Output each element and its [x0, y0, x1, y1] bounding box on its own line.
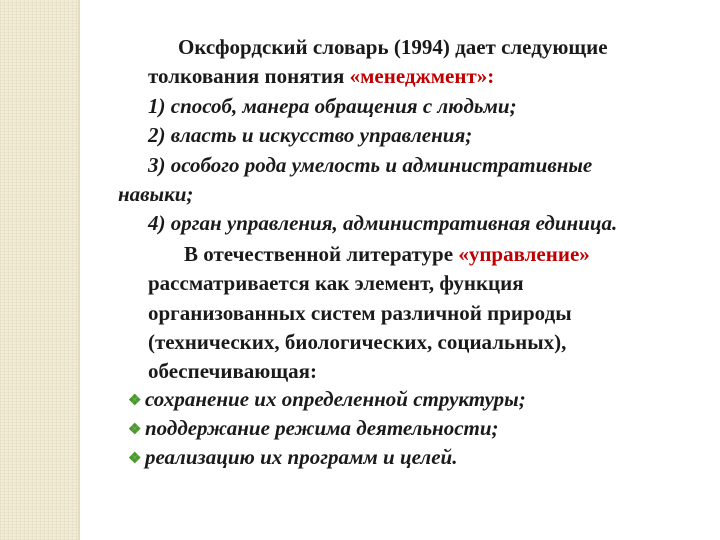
definition-item-4: 4) орган управления, административная единица.: [148, 211, 618, 235]
definition-item-1: 1) способ, манера обращения с людьми;: [148, 94, 517, 118]
bullet-item: ❖ сохранение их определенной структуры;: [128, 385, 526, 417]
term-administration: «управление»: [458, 242, 590, 266]
paragraph2-line-2: рассматривается как элемент, функция: [148, 271, 524, 295]
domestic-literature-line: В отечественной литературе «управление»: [184, 242, 590, 266]
bullet-item: ❖ поддержание режима деятельности;: [128, 414, 499, 446]
paragraph2-line-5: обеспечивающая:: [148, 359, 317, 383]
bullet-item: ❖ реализацию их программ и целей.: [128, 443, 457, 475]
diamond-bullet-icon: ❖: [128, 422, 142, 438]
definition-item-3: 3) особого рода умелость и административные: [148, 153, 593, 177]
diamond-bullet-icon: ❖: [128, 393, 142, 409]
paragraph2-line-3: организованных систем различной природы: [148, 301, 572, 325]
term-management: «менеджмент»:: [349, 64, 495, 88]
definition-item-2: 2) власть и искусство управления;: [148, 123, 473, 147]
diamond-bullet-icon: ❖: [128, 451, 142, 467]
definition-item-3-continued: навыки;: [118, 182, 194, 206]
definition-term-line: толкования понятия «менеджмент»:: [148, 64, 495, 88]
paragraph2-line-4: (технических, биологических, социальных),: [148, 330, 567, 354]
definition-intro-line: Оксфордский словарь (1994) дает следующие: [178, 35, 608, 59]
